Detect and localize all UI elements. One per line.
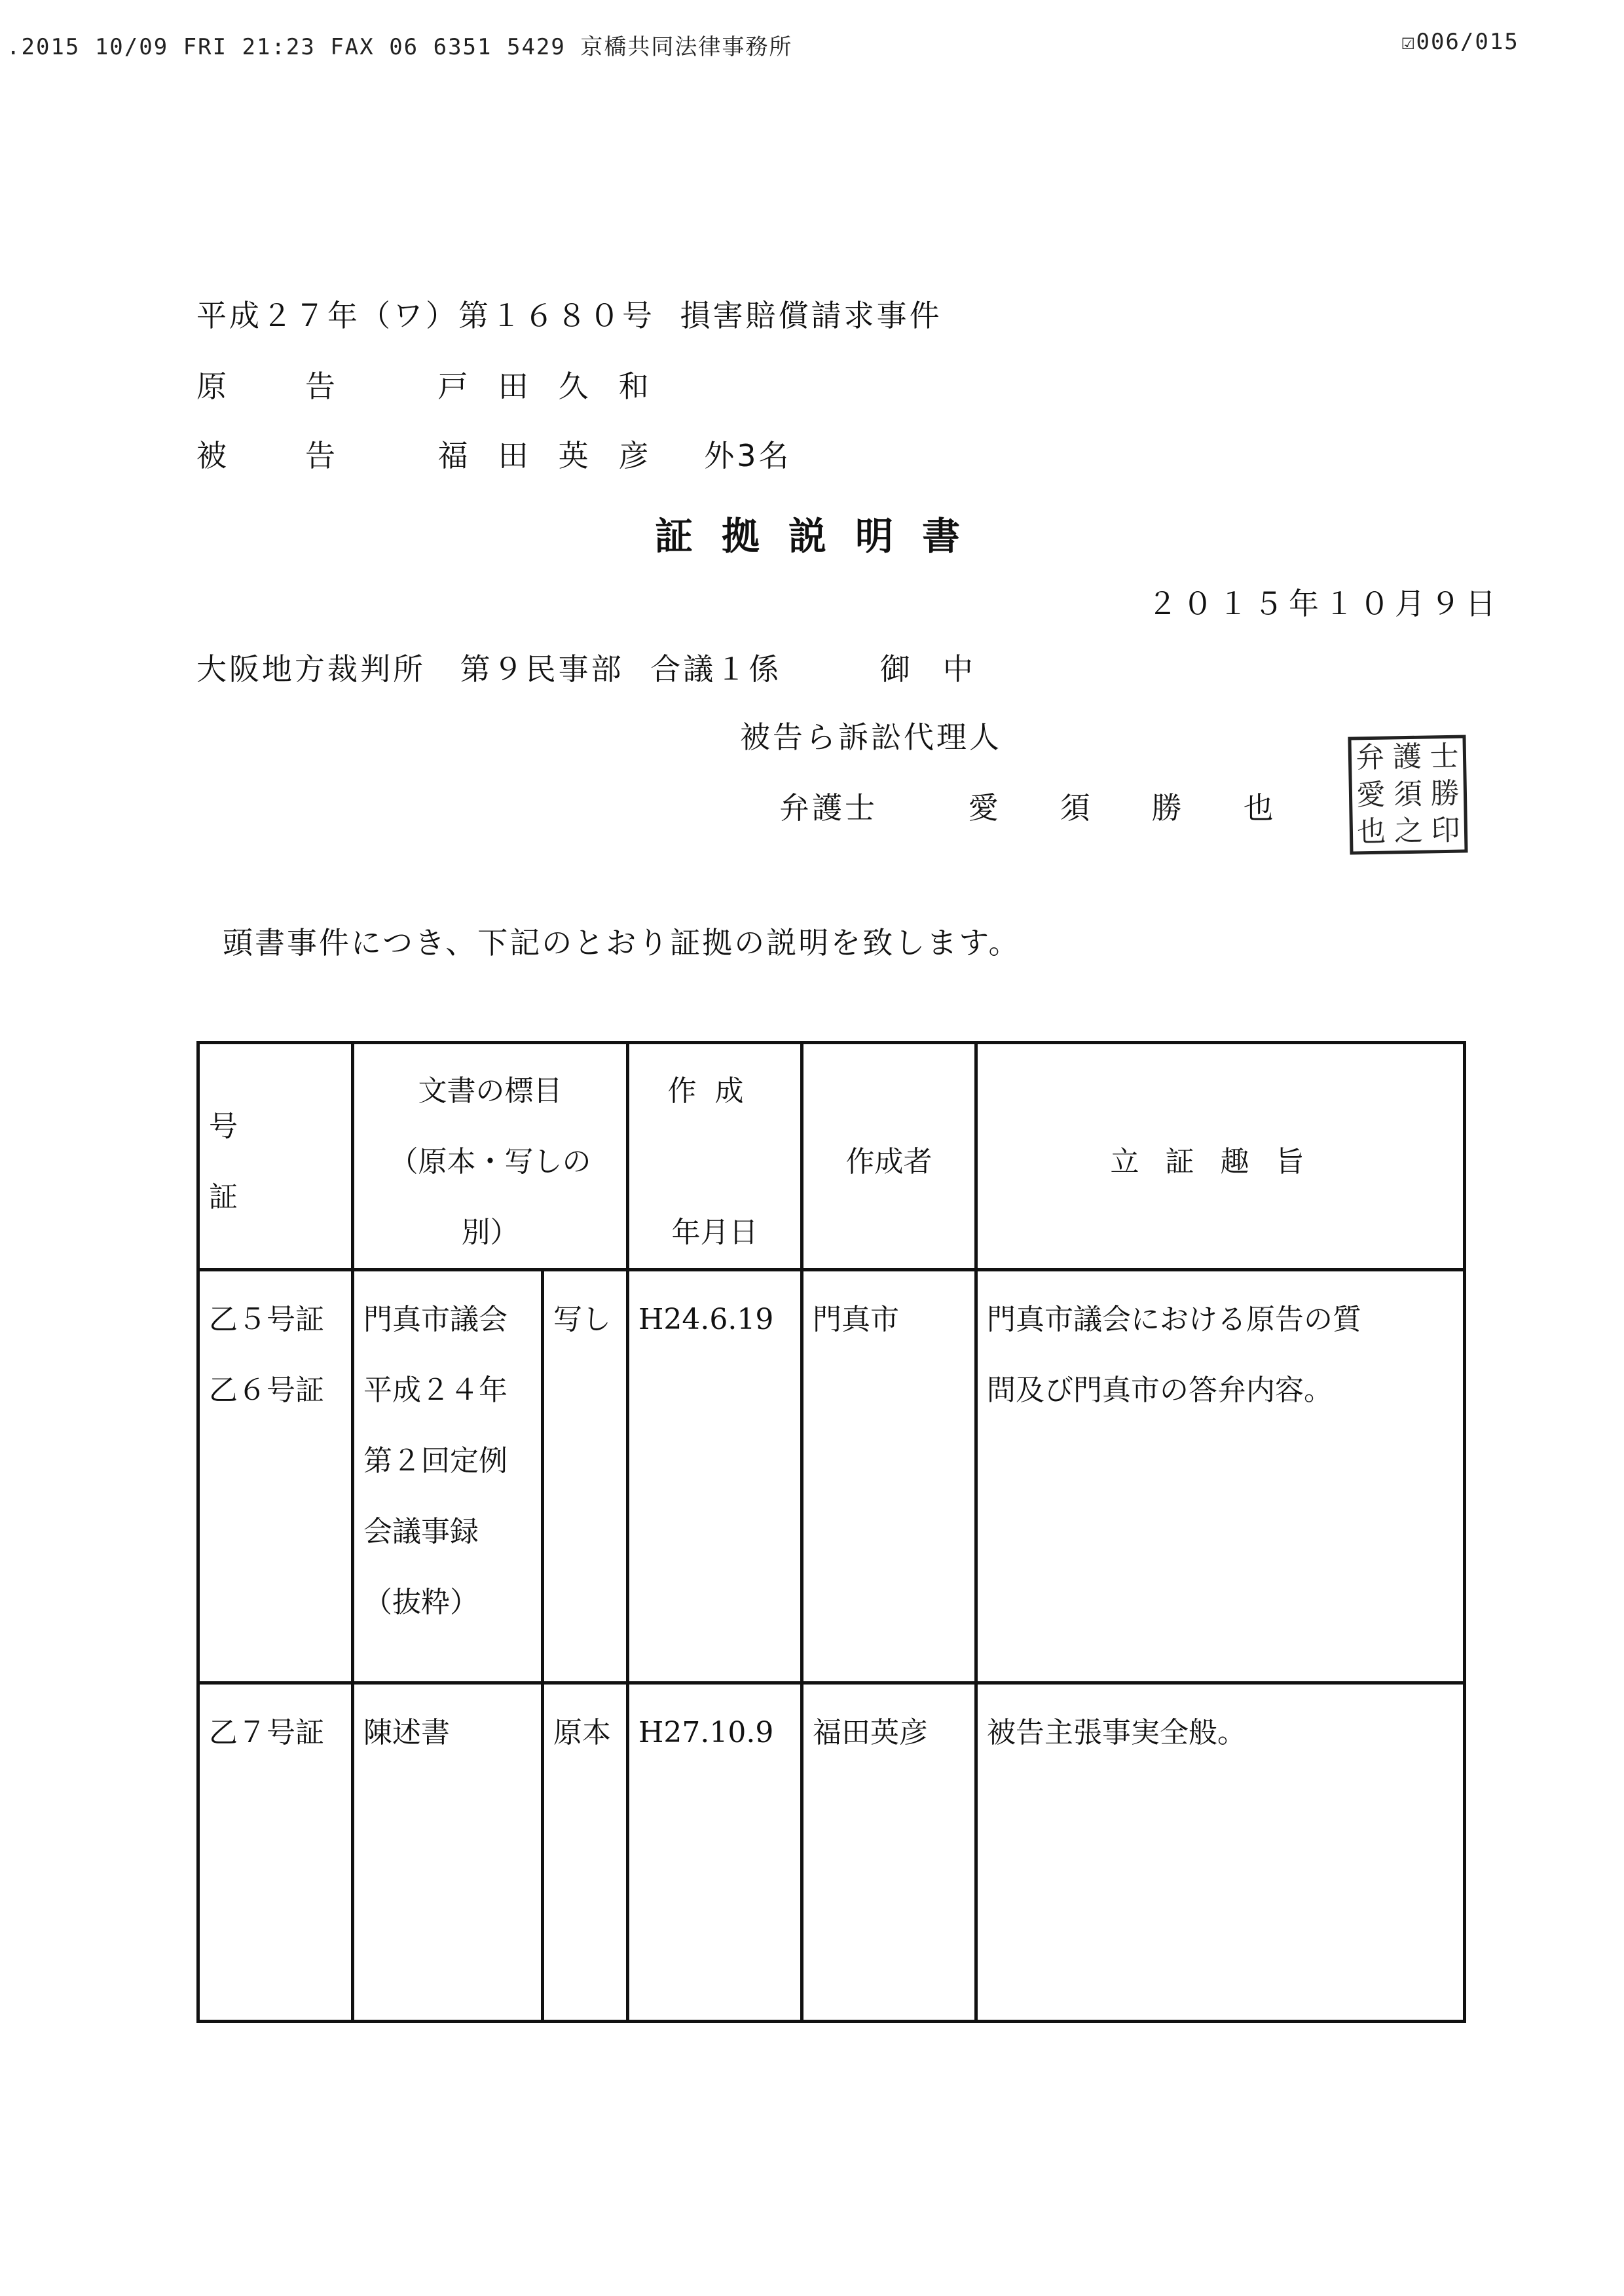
agent-role: 被告ら訴訟代理人 (740, 720, 1002, 755)
intro-sentence: 頭書事件につき、下記のとおり証拠の説明を致します。 (223, 925, 1021, 960)
purpose-line: 被告主張事実全般。 (987, 1716, 1246, 1749)
case-number: 平成２７年（ワ）第１６８０号 (196, 298, 655, 333)
evidence-table (196, 1041, 1466, 2023)
defendant-others: 外3名 (704, 438, 792, 473)
defendant-line (196, 432, 792, 475)
author: 福田英彦 (802, 1683, 976, 2022)
original-or-copy: 原本 (543, 1683, 628, 2022)
evidence-number: 乙５号証 (209, 1303, 324, 1336)
header-doc-title (353, 1043, 628, 1270)
seal-char: 弁 (1355, 740, 1385, 775)
creation-date: H24.6.19 (628, 1270, 802, 1683)
doc-title-line: 平成２４年 (363, 1374, 507, 1407)
fax-page-counter: ☑006/015 (1401, 29, 1519, 55)
purpose-line: 門真市議会における原告の質 (987, 1303, 1361, 1336)
purpose-cell (976, 1683, 1465, 2022)
court-division: 第９民事部 (460, 651, 624, 687)
agent-signature (779, 784, 1335, 828)
court-name: 大阪地方裁判所 (196, 651, 426, 687)
seal-char: 須 (1393, 777, 1423, 812)
defendant-name: 福田英彦 (437, 438, 679, 473)
seal-char: 愛 (1356, 778, 1386, 812)
purpose-cell (976, 1270, 1465, 1683)
defendant-label: 被告 (196, 438, 414, 473)
table-row (198, 1683, 1465, 2022)
purpose-line: 問及び門真市の答弁内容。 (987, 1374, 1333, 1407)
header-number: 号証 (198, 1043, 353, 1270)
court-section: 合議１係 (650, 651, 782, 687)
header-date-line: 作成 (667, 1074, 762, 1108)
doc-title-cell (353, 1270, 543, 1683)
doc-title-line: 陳述書 (363, 1716, 450, 1749)
doc-title-line: 会議事録 (363, 1515, 479, 1548)
evidence-number-cell (198, 1270, 353, 1683)
table-row (198, 1270, 1465, 1683)
seal-char: 士 (1430, 739, 1460, 774)
header-doc-title-line: 別） (461, 1216, 519, 1249)
header-author: 作成者 (802, 1043, 976, 1270)
author: 門真市 (802, 1270, 976, 1683)
case-type: 損害賠償請求事件 (680, 298, 942, 333)
doc-title-cell (353, 1683, 543, 2022)
case-caption (196, 292, 942, 335)
lawyer-seal (1348, 735, 1467, 854)
agent-name: 愛須勝也 (968, 790, 1335, 826)
seal-char: 印 (1431, 813, 1461, 848)
evidence-number: 乙７号証 (209, 1716, 324, 1749)
doc-title-line: 第２回定例 (363, 1444, 507, 1478)
table-header-row (198, 1043, 1465, 1270)
header-doc-title-line: 文書の標目 (418, 1074, 563, 1108)
seal-char: 也 (1356, 814, 1386, 849)
agent-title: 弁護士 (779, 790, 877, 826)
evidence-number: 乙６号証 (209, 1374, 324, 1407)
evidence-number-cell (198, 1683, 353, 2022)
document-date: ２０１５年１０月９日 (1147, 586, 1501, 621)
header-date-line: 年月日 (671, 1216, 758, 1249)
document-title: 証拠説明書 (655, 514, 989, 558)
header-purpose: 立証趣旨 (976, 1043, 1465, 1270)
seal-char: 護 (1392, 740, 1422, 774)
header-date (628, 1043, 802, 1270)
plaintiff-line (196, 363, 679, 406)
honorific: 御中 (879, 651, 1006, 687)
header-doc-title-line: （原本・写しの (389, 1145, 591, 1178)
doc-title-line: 門真市議会 (363, 1303, 507, 1336)
seal-char: 勝 (1430, 776, 1460, 811)
seal-char: 之 (1393, 814, 1424, 848)
original-or-copy: 写し (543, 1270, 628, 1683)
addressee (196, 646, 1006, 689)
plaintiff-label: 原告 (196, 369, 414, 404)
doc-title-line: （抜粋） (363, 1586, 479, 1619)
fax-header-left: .2015 10/09 FRI 21:23 FAX 06 6351 5429 京橋共同法律事務所 (7, 34, 793, 60)
creation-date: H27.10.9 (628, 1683, 802, 2022)
plaintiff-name: 戸田久和 (437, 369, 679, 404)
